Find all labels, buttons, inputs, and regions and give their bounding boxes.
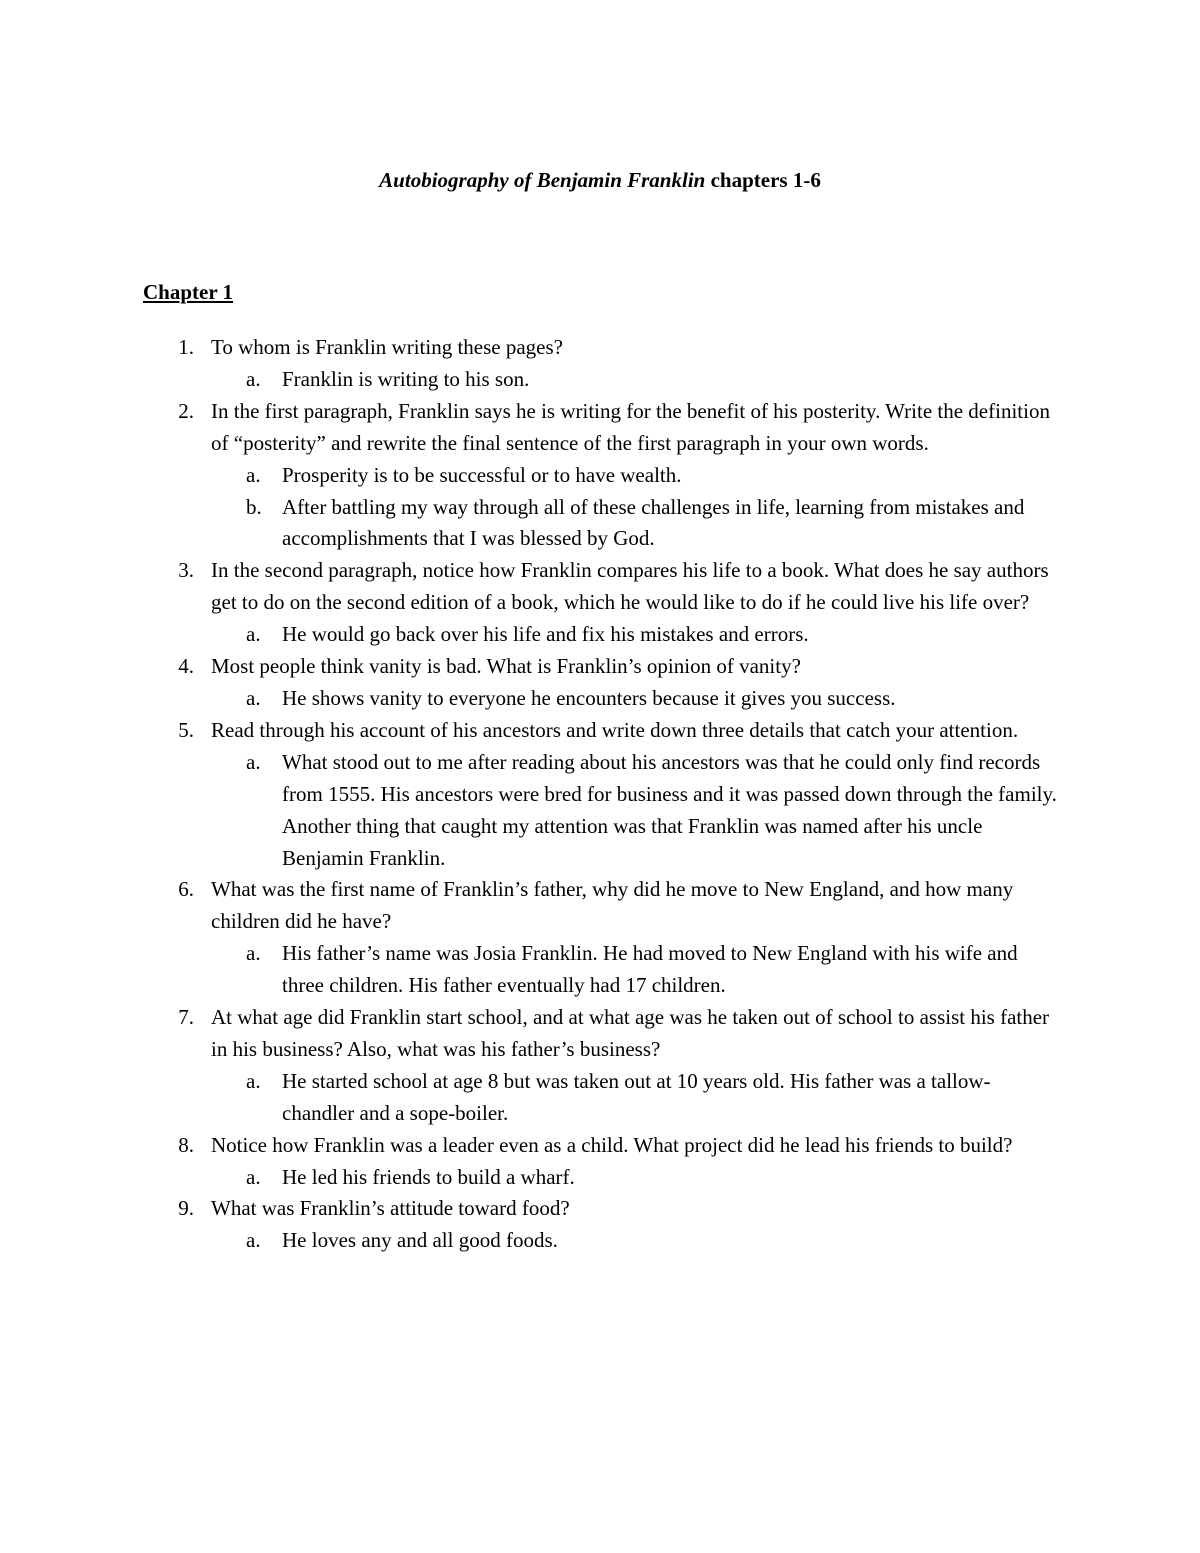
question-item bbox=[0, 874, 1200, 1002]
answer-item bbox=[0, 683, 1200, 715]
answer-item bbox=[0, 747, 1200, 875]
answer-item bbox=[0, 938, 1200, 1002]
answer-letter: a. bbox=[246, 1164, 261, 1189]
question-item bbox=[0, 396, 1200, 556]
question-text: To whom is Franklin writing these pages? bbox=[211, 335, 563, 359]
question-item bbox=[0, 715, 1200, 875]
answer-text: What stood out to me after reading about his ancestors was that he could only find records from 1555. His ancestors were bred for business and it was passed down through the family. Another thing that caught my attention was that Franklin was named after his uncle Benjamin Franklin. bbox=[282, 749, 1057, 870]
answer-text: He shows vanity to everyone he encounters because it gives you success. bbox=[282, 685, 896, 710]
answer-item bbox=[0, 619, 1200, 651]
question-number: 7. bbox=[178, 1005, 194, 1030]
title-book-name: Autobiography of Benjamin Franklin bbox=[379, 168, 706, 192]
question-number: 3. bbox=[178, 558, 194, 583]
answer-letter: a. bbox=[246, 1068, 261, 1093]
answer-list bbox=[0, 1162, 1200, 1194]
question-text: Notice how Franklin was a leader even as a child. What project did he lead his friends to build? bbox=[211, 1132, 1013, 1157]
question-item bbox=[0, 1130, 1200, 1194]
answer-item bbox=[0, 1225, 1200, 1257]
question-text: In the first paragraph, Franklin says he is writing for the benefit of his posterity. Write the definition of “posterity” and rewrite the final sentence of the first paragraph in your own words. bbox=[211, 398, 1050, 455]
question-text: At what age did Franklin start school, and at what age was he taken out of school to assist his father in his business? Also, what was his father’s business? bbox=[211, 1005, 1050, 1061]
answer-list bbox=[0, 460, 1200, 556]
question-text: In the second paragraph, notice how Franklin compares his life to a book. What does he say authors get to do on the second edition of a book, which he would like to do if he could live his life over? bbox=[211, 558, 1049, 615]
answer-text: After battling my way through all of these challenges in life, learning from mistakes and accomplishments that I was blessed by God. bbox=[282, 494, 1025, 551]
answer-letter: a. bbox=[246, 462, 261, 487]
answer-list bbox=[0, 1066, 1200, 1130]
chapter-heading: Chapter 1 bbox=[143, 280, 234, 304]
answer-text: He led his friends to build a wharf. bbox=[282, 1164, 575, 1189]
answer-letter: b. bbox=[246, 494, 262, 519]
question-number: 6. bbox=[178, 877, 194, 902]
answer-list bbox=[0, 619, 1200, 651]
answer-text: Franklin is writing to his son. bbox=[282, 366, 530, 391]
question-number: 9. bbox=[178, 1196, 194, 1221]
answer-list bbox=[0, 683, 1200, 715]
answer-letter: a. bbox=[246, 749, 261, 774]
question-list bbox=[0, 332, 1200, 1257]
question-text: Read through his account of his ancestors and write down three details that catch your attention. bbox=[211, 717, 1019, 742]
question-number: 5. bbox=[178, 717, 194, 742]
answer-text: He started school at age 8 but was taken out at 10 years old. His father was a tallow-chandler and a sope-boiler. bbox=[282, 1068, 991, 1125]
question-text: What was Franklin’s attitude toward food? bbox=[211, 1196, 570, 1221]
answer-item bbox=[0, 492, 1200, 556]
answer-item bbox=[0, 364, 1200, 396]
answer-text: He would go back over his life and fix his mistakes and errors. bbox=[282, 622, 809, 647]
answer-list bbox=[0, 364, 1200, 396]
answer-item bbox=[0, 1162, 1200, 1194]
question-number: 1. bbox=[178, 335, 194, 359]
answer-list bbox=[0, 747, 1200, 875]
question-text: Most people think vanity is bad. What is Franklin’s opinion of vanity? bbox=[211, 654, 801, 679]
answer-text: He loves any and all good foods. bbox=[282, 1228, 558, 1253]
title-suffix: chapters 1-6 bbox=[705, 168, 821, 192]
answer-list bbox=[0, 938, 1200, 1002]
question-number: 2. bbox=[178, 398, 194, 423]
answer-letter: a. bbox=[246, 622, 261, 647]
answer-letter: a. bbox=[246, 1228, 261, 1253]
answer-letter: a. bbox=[246, 366, 261, 391]
question-item bbox=[0, 1002, 1200, 1130]
question-number: 8. bbox=[178, 1132, 194, 1157]
answer-item bbox=[0, 460, 1200, 492]
question-item bbox=[0, 651, 1200, 715]
answer-item bbox=[0, 1066, 1200, 1130]
question-item bbox=[0, 555, 1200, 651]
answer-text: Prosperity is to be successful or to have wealth. bbox=[282, 462, 682, 487]
answer-list bbox=[0, 1225, 1200, 1257]
question-text: What was the first name of Franklin’s father, why did he move to New England, and how many children did he have? bbox=[211, 877, 1014, 934]
answer-text: His father’s name was Josia Franklin. He had moved to New England with his wife and three children. His father eventually had 17 children. bbox=[282, 941, 1018, 998]
answer-letter: a. bbox=[246, 685, 261, 710]
question-item bbox=[0, 332, 1200, 396]
question-item bbox=[0, 1193, 1200, 1257]
answer-letter: a. bbox=[246, 941, 261, 966]
document-title bbox=[0, 166, 1200, 194]
question-number: 4. bbox=[178, 654, 194, 679]
